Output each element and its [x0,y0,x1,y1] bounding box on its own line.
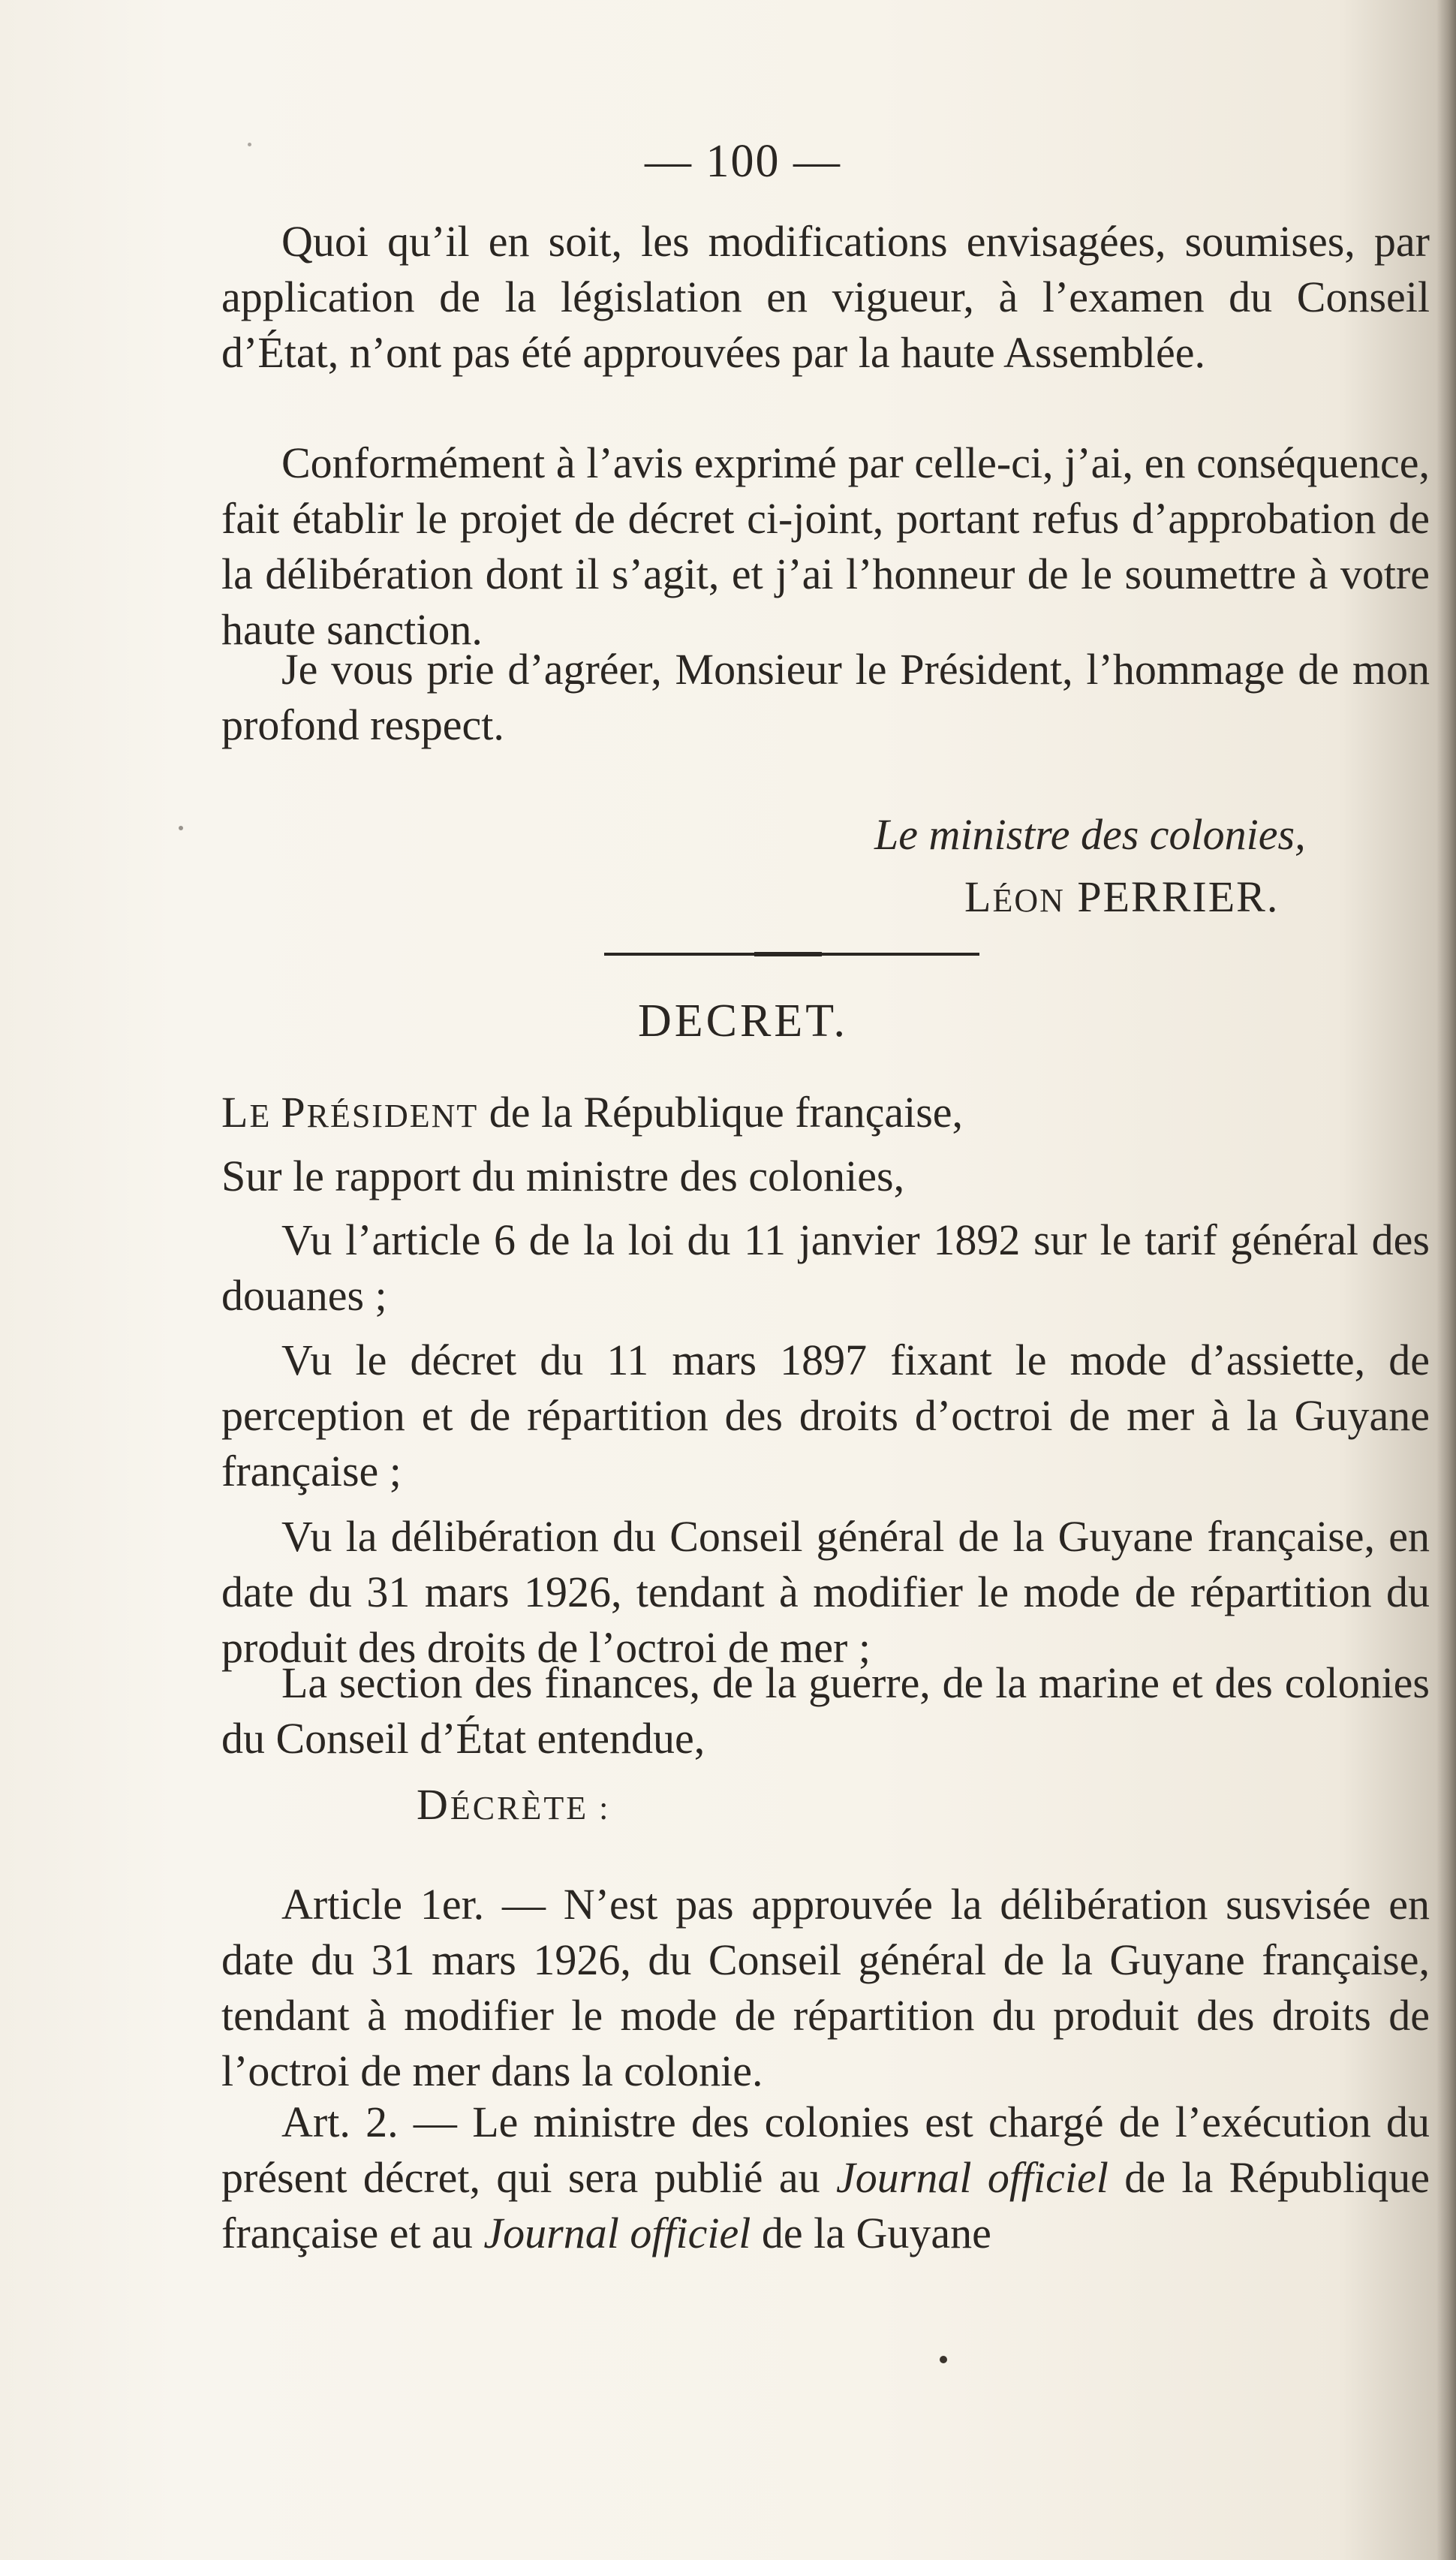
journal-officiel-1: Journal officiel [836,2153,1109,2202]
paragraph-respect: Je vous prie d’agréer, Monsieur le Président, l’hommage de mon profond respect. [221,645,1430,749]
article-2-mid: de la République française et au [221,2153,1430,2257]
decree-president [221,1085,1430,1144]
decrete-label [417,1779,610,1830]
page-number: — 100 — [645,136,841,187]
paragraph-conformement: Conformément à l’avis exprimé par celle-ci, j’ai, en conséquence, fait établir le projet de décret ci-joint, portant refus d’approbation de la délibération dont il s’agit, et j’ai l’honneur de le soumettre à votre haute sanction. [221,438,1430,654]
ink-speck [248,143,251,146]
president-rest-1: E [249,1098,281,1134]
journal-officiel-2: Journal officiel [483,2209,751,2257]
decrete-rest: ÉCRÈTE : [450,1790,611,1827]
article-2-start: Art. 2. — Le ministre des colonies est chargé de l’exécution du présent décret, qui sera publié au [221,2098,1430,2202]
president-cap-1: L [221,1088,250,1137]
signature-name-first-rest: ÉON [992,882,1065,919]
ink-speck [179,826,183,830]
page-content [221,0,1430,2560]
president-tail: de la République française, [478,1088,964,1137]
decree-heading: DECRET. [638,995,848,1047]
page-edge-shadow [1436,0,1456,2560]
president-rest-2: RÉSIDENT [306,1098,479,1134]
paragraph-modifications: Quoi qu’il en soit, les modifications envisagées, soumises, par application de la législation en vigueur, à l’examen du Conseil d’État, n’ont pas été approuvées par la haute Assemblée. [221,217,1430,377]
decrete-cap: D [417,1780,450,1829]
decree-rapport: Sur le rapport du ministre des colonies, [221,1152,905,1200]
signature-name-first-cap: L [964,872,993,921]
signature-title: Le ministre des colonies, [874,810,1306,859]
article-2-end: de la Guyane [751,2209,991,2257]
decree-vu-deliberation: Vu la délibération du Conseil général de la Guyane française, en date du 31 mars 1926, tendant à modifier le mode de répartition du produit des droits de l’octroi de mer ; [221,1512,1430,1672]
signature-name [221,869,1430,929]
decree-vu-decret: Vu le décret du 11 mars 1897 fixant le mode d’assiette, de perception et de répartition des droits d’octroi de mer à la Guyane française ; [221,1336,1430,1495]
article-2 [221,2095,1430,2261]
section-divider [604,952,979,956]
president-cap-2: P [281,1088,307,1137]
signature-name-last: PERRIER. [1077,872,1280,921]
decree-vu-article: Vu l’article 6 de la loi du 11 janvier 1892 sur le tarif général des douanes ; [221,1215,1430,1320]
ink-speck [940,2356,947,2363]
decree-section-finances: La section des finances, de la guerre, de la marine et des colonies du Conseil d’État entendue, [221,1658,1430,1763]
article-1: Article 1er. — N’est pas approuvée la délibération susvisée en date du 31 mars 1926, du Conseil général de la Guyane française, tendant à modifier le mode de répartition du produit des droits de l’octroi de mer dans la colonie. [221,1880,1430,2095]
